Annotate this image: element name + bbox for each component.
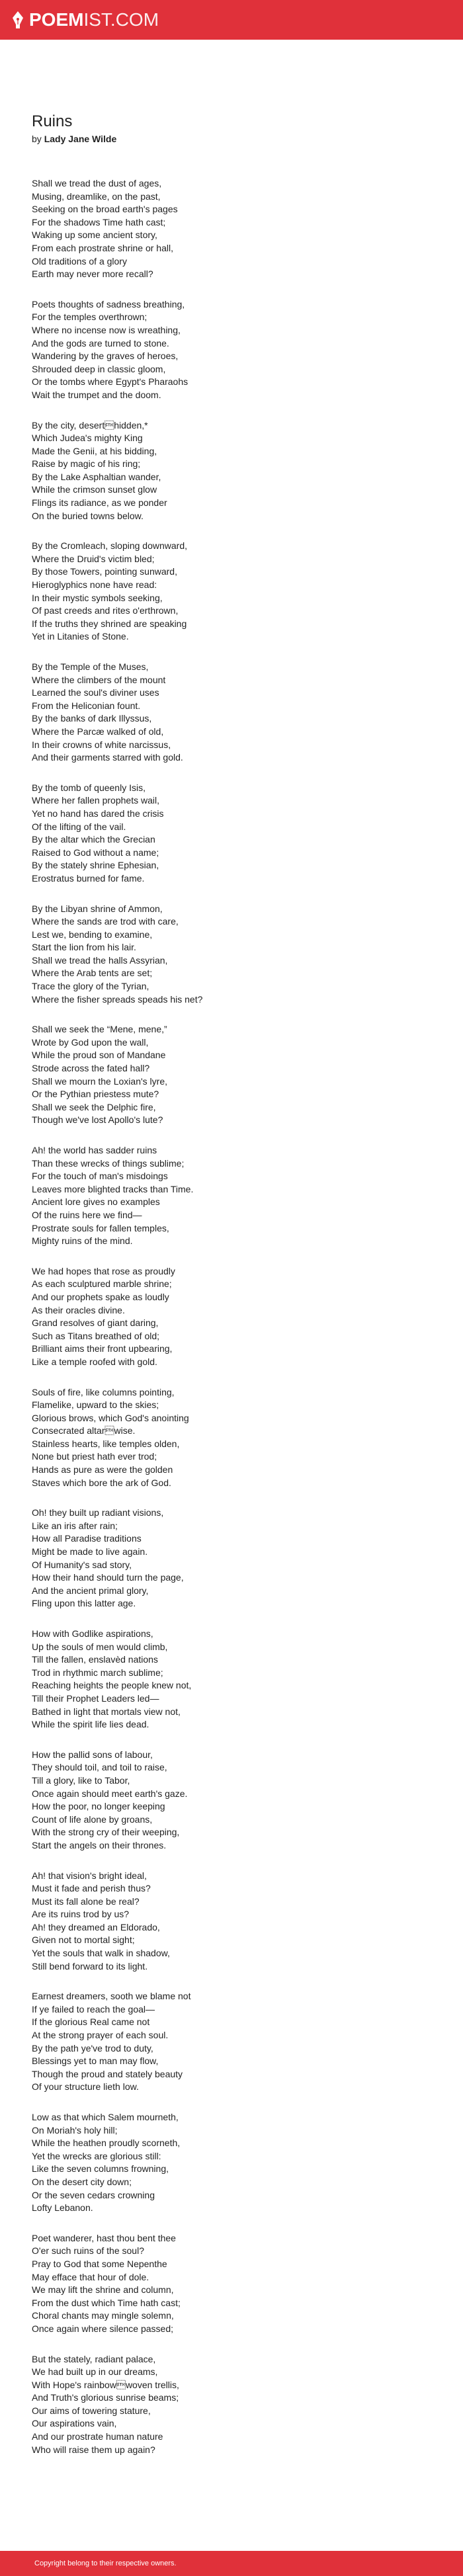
poem-line: We may lift the shrine and column,: [32, 2284, 174, 2296]
poem-line: By the city, deserthidden,*: [32, 419, 148, 431]
poem-line: Still bend forward to its light.: [32, 1960, 148, 1972]
poem-line: Ah! the world has sadder ruins: [32, 1145, 157, 1155]
poem-line: If the glorious Real came not: [32, 2016, 150, 2028]
poem-line: Flamelike, upward to the skies;: [32, 1399, 159, 1411]
poem-line: By the path ye've trod to duty,: [32, 2042, 153, 2054]
poem-line: Grand resolves of giant daring,: [32, 1317, 159, 1329]
poem-title: Ruins: [32, 112, 73, 130]
stanza: [32, 903, 402, 1007]
stanza: [32, 2353, 402, 2457]
poem-line: By the Libyan shrine of Ammon,: [32, 903, 163, 914]
poem-line: Like an iris after rain;: [32, 1520, 118, 1531]
stanza: [32, 1507, 402, 1610]
poem-content: [0, 40, 402, 2456]
poem-line: Old traditions of a glory: [32, 255, 127, 267]
poem-line: For the temples overthrown;: [32, 312, 147, 323]
poem-line: Leaves more blighted tracks than Time.: [32, 1183, 194, 1194]
poem-line: Like the seven columns frowning,: [32, 2163, 169, 2175]
poem-line: Fling upon this latter age.: [32, 1598, 136, 1609]
poem-line: Shall we seek the “Mene, mene,”: [32, 1024, 167, 1035]
poem-line: Prostrate souls for fallen temples,: [32, 1222, 169, 1233]
poem-line: Where the fisher spreads speads his net?: [32, 993, 203, 1005]
poem-line: Shall we tread the halls Assyrian,: [32, 954, 168, 966]
poem-line: And our prostrate human nature: [32, 2431, 163, 2442]
poem-line: They should toil, and toil to raise,: [32, 1762, 167, 1773]
poem-line: Such as Titans breathed of old;: [32, 1330, 160, 1341]
poem-line: Till a glory, like to Tabor,: [32, 1774, 130, 1786]
poem-line: With the strong cry of their weeping,: [32, 1827, 180, 1838]
stanza: [32, 1628, 402, 1731]
poem-line: Glorious brows, which God's anointing: [32, 1412, 189, 1423]
poem-line: Raise by magic of his ring;: [32, 458, 141, 470]
poem-line: As their oracles divine.: [32, 1304, 125, 1315]
poem-line: Yet the wrecks are glorious still:: [32, 2150, 161, 2161]
poem-line: Once again should meet earth's gaze.: [32, 1788, 188, 1799]
poem-line: Staves which bore the ark of God.: [32, 1477, 171, 1488]
poem-line: Are its ruins trod by us?: [32, 1909, 130, 1920]
poem-line: Earth may never more recall?: [32, 269, 153, 280]
poem-line: Yet in Litanies of Stone.: [32, 631, 129, 642]
poem-line: How all Paradise traditions: [32, 1533, 142, 1544]
poem-line: How the poor, no longer keeping: [32, 1801, 165, 1812]
poem-line: By the banks of dark Illyssus,: [32, 713, 152, 724]
poem-line: Of the lifting of the vail.: [32, 821, 126, 832]
site-logo-text: [29, 11, 159, 29]
poem-line: Ancient lore gives no examples: [32, 1196, 160, 1208]
poem-line: We had built up in our dreams,: [32, 2366, 158, 2378]
poem-line: As each sculptured marble shrine;: [32, 1278, 172, 1290]
poem-line: Erostratus burned for fame.: [32, 872, 145, 884]
poem-line: Consecrated altarwise.: [32, 1425, 136, 1436]
site-header: [0, 0, 463, 40]
poem-line: Of your structure lieth low.: [32, 2081, 139, 2093]
poem-line: Though we've lost Apollo's lute?: [32, 1114, 163, 1126]
stanza: [32, 1870, 402, 1974]
poem-line: With Hope's rainbowwoven trellis,: [32, 2379, 179, 2390]
poem-line: Where the climbers of the mount: [32, 674, 166, 685]
poem-line: Of past creeds and rites o'erthrown,: [32, 605, 179, 616]
poem-line: Shall we seek the Delphic fire,: [32, 1101, 156, 1112]
poem-line: Or the seven cedars crowning: [32, 2189, 155, 2200]
poem-line: Reaching heights the people knew not,: [32, 1680, 192, 1691]
poem-line: Once again where silence passed;: [32, 2323, 174, 2334]
stanza: [32, 2111, 402, 2215]
poem-line: Hands as pure as were the golden: [32, 1464, 173, 1475]
poem-line: Where the Parcæ walked of old,: [32, 726, 164, 737]
poem-byline: [32, 134, 402, 144]
poem-line: And our prophets spake as loudly: [32, 1291, 169, 1302]
poem-line: Brilliant aims their front upbearing,: [32, 1343, 173, 1354]
poem-line: Who will raise them up again?: [32, 2444, 155, 2455]
poem-line: Our aspirations vain,: [32, 2418, 117, 2429]
logo-text-bold: POEM: [29, 9, 84, 30]
poem-line: And their garments starred with gold.: [32, 752, 183, 763]
poem-line: Than these wrecks of things sublime;: [32, 1157, 185, 1169]
poem-line: Given not to mortal sight;: [32, 1934, 135, 1946]
poem-line: None but priest hath ever trod;: [32, 1451, 157, 1462]
poem-line: Seeking on the broad earth's pages: [32, 204, 178, 215]
poem-line: Till the fallen, enslavèd nations: [32, 1654, 158, 1665]
poem-line: Start the lion from his lair.: [32, 942, 136, 953]
stanza: [32, 298, 402, 402]
stanza: [32, 661, 402, 765]
poem-line: If ye failed to reach the goal—: [32, 2003, 155, 2015]
poem-line: While the heathen proudly scorneth,: [32, 2138, 181, 2149]
site-logo-link[interactable]: [12, 11, 159, 29]
poem-line: How with Godlike aspirations,: [32, 1628, 153, 1639]
poem-line: Where her fallen prophets wail,: [32, 795, 159, 806]
poem-line: From the Heliconian fount.: [32, 700, 141, 711]
poem-line: How the pallid sons of labour,: [32, 1749, 153, 1760]
poem-line: At the strong prayer of each soul.: [32, 2030, 169, 2041]
poem-line: We had hopes that rose as proudly: [32, 1265, 175, 1276]
poem-line: Ah! that vision's bright ideal,: [32, 1870, 147, 1881]
poem-line: Strode across the fated hall?: [32, 1063, 150, 1074]
poem-line: While the crimson sunset glow: [32, 484, 157, 495]
poem-line: On Moriah's holy hill;: [32, 2124, 118, 2136]
poem-line: Though the proud and stately beauty: [32, 2068, 183, 2079]
poem-line: By the Cromleach, sloping downward,: [32, 540, 188, 552]
poem-body: [32, 177, 402, 2456]
poem-line: Shrouded deep in classic gloom,: [32, 363, 166, 374]
poem-line: And the gods are turned to stone.: [32, 337, 169, 349]
poem-line: May efface that hour of dole.: [32, 2271, 149, 2282]
poem-line: Till their Prophet Leaders led—: [32, 1692, 159, 1704]
poem-line: By those Towers, pointing sunward,: [32, 566, 177, 577]
byline-prefix: by: [32, 134, 42, 144]
site-footer: [0, 2551, 463, 2576]
stanza: [32, 419, 402, 523]
poem-line: By the Temple of the Muses,: [32, 661, 149, 672]
poem-line: Of the ruins here we find—: [32, 1209, 142, 1220]
poem-line: Count of life alone by groans,: [32, 1813, 153, 1825]
poem-line: Start the angels on their thrones.: [32, 1839, 167, 1850]
poem-line: Where the sands are trod with care,: [32, 916, 179, 927]
poem-line: In their crowns of white narcissus,: [32, 739, 171, 750]
poem-line: Our aims of towering stature,: [32, 2405, 151, 2416]
logo-text-light: IST.COM: [83, 9, 159, 30]
poem-line: Bathed in light that mortals view not,: [32, 1706, 181, 1717]
poem-line: Pray to God that some Nepenthe: [32, 2258, 167, 2269]
poem-line: By the tomb of queenly Isis,: [32, 782, 146, 793]
stanza: [32, 1265, 402, 1369]
poem-line: Waking up some ancient story,: [32, 229, 157, 241]
poem-line: From each prostrate shrine or hall,: [32, 242, 173, 253]
stanza: [32, 1144, 402, 1248]
poem-line: From the dust which Time hath cast;: [32, 2297, 181, 2308]
poem-line: Might be made to live again.: [32, 1546, 148, 1558]
poem-line: Up the souls of men would climb,: [32, 1641, 168, 1652]
poem-line: Lofty Lebanon.: [32, 2202, 93, 2214]
poem-line: Oh! they built up radiant visions,: [32, 1507, 164, 1518]
poem-line: If the truths they shrined are speaking: [32, 618, 187, 629]
poem-line: Where the Druid's victim bled;: [32, 553, 155, 564]
poem-line: In their mystic symbols seeking,: [32, 592, 163, 603]
stanza: [32, 1749, 402, 1852]
poem-line: Earnest dreamers, sooth we blame not: [32, 1991, 191, 2002]
poem-line: Mighty ruins of the mind.: [32, 1235, 133, 1247]
poem-line: Trace the glory of the Tyrian,: [32, 981, 149, 992]
poem-line: Stainless hearts, like temples olden,: [32, 1438, 180, 1449]
poem-line: Poet wanderer, hast thou bent thee: [32, 2232, 176, 2243]
stanza: [32, 540, 402, 644]
poem-line: While the spirit life lies dead.: [32, 1719, 149, 1730]
poem-line: By the stately shrine Ephesian,: [32, 860, 159, 871]
poem-line: Ah! they dreamed an Eldorado,: [32, 1921, 160, 1932]
poem-line: But the stately, radiant palace,: [32, 2353, 156, 2364]
stanza: [32, 177, 402, 281]
poem-line: Where the Arab tents are set;: [32, 968, 153, 979]
poem-line: Souls of fire, like columns pointing,: [32, 1386, 175, 1397]
poem-line: Of Humanity's sad story,: [32, 1559, 132, 1570]
pen-nib-icon: [12, 11, 24, 28]
poem-line: Raised to God without a name;: [32, 847, 159, 858]
poem-line: Or the tombs where Egypt's Pharaohs: [32, 376, 189, 388]
poem-line: Learned the soul's diviner uses: [32, 687, 159, 698]
stanza: [32, 1386, 402, 1490]
poem-line: By the altar which the Grecian: [32, 834, 155, 845]
poem-line: Wait the trumpet and the doom.: [32, 389, 161, 400]
poem-line: Hieroglyphics none have read:: [32, 579, 157, 591]
poem-line: Shall we tread the dust of ages,: [32, 178, 162, 188]
poem-line: Or the Pythian priestess mute?: [32, 1089, 159, 1100]
poem-line: Which Judea's mighty King: [32, 433, 143, 444]
poem-line: For the shadows Time hath cast;: [32, 216, 166, 228]
poem-line: By the Lake Asphaltian wander,: [32, 471, 161, 482]
poem-line: Where no incense now is wreathing,: [32, 324, 181, 335]
copyright-text: Copyright belong to their respective owners.: [34, 2559, 177, 2567]
poem-line: Yet no hand has dared the crisis: [32, 808, 164, 819]
stanza: [32, 1023, 402, 1127]
poem-line: On the buried towns below.: [32, 510, 144, 521]
poem-line: And the ancient primal glory,: [32, 1585, 149, 1596]
author-link[interactable]: Lady Jane Wilde: [44, 134, 117, 144]
poem-line: Wandering by the graves of heroes,: [32, 351, 179, 362]
poem-line: Must it fade and perish thus?: [32, 1883, 151, 1894]
poem-line: Yet the souls that walk in shadow,: [32, 1948, 170, 1959]
poem-line: Shall we mourn the Loxian's lyre,: [32, 1075, 167, 1087]
poem-line: On the desert city down;: [32, 2176, 132, 2187]
stanza: [32, 782, 402, 886]
poem-line: How their hand should turn the page,: [32, 1572, 184, 1583]
poem-line: Musing, dreamlike, on the past,: [32, 190, 161, 202]
poem-line: While the proud son of Mandane: [32, 1050, 166, 1061]
poem-line: Must its fall alone be real?: [32, 1895, 140, 1907]
poem-line: For the touch of man's misdoings: [32, 1171, 168, 1182]
stanza: [32, 2232, 402, 2336]
poem-line: O'er such ruins of the soul?: [32, 2245, 144, 2257]
poem-line: Flings its radiance, as we ponder: [32, 497, 167, 509]
poem-line: Lest we, bending to examine,: [32, 929, 153, 940]
poem-line: Made the Genii, at his bidding,: [32, 445, 157, 456]
stanza: [32, 1990, 402, 2094]
poem-line: And Truth's glorious sunrise beams;: [32, 2392, 179, 2403]
poem-line: Wrote by God upon the wall,: [32, 1036, 149, 1048]
poem-line: Choral chants may mingle solemn,: [32, 2310, 174, 2321]
poem-line: Poets thoughts of sadness breathing,: [32, 298, 185, 310]
poem-line: Like a temple roofed with gold.: [32, 1356, 157, 1367]
poem-line: Low as that which Salem mourneth,: [32, 2112, 179, 2122]
poem-line: Trod in rhythmic march sublime;: [32, 1667, 163, 1678]
poem-line: Blessings yet to man may flow,: [32, 2056, 159, 2067]
